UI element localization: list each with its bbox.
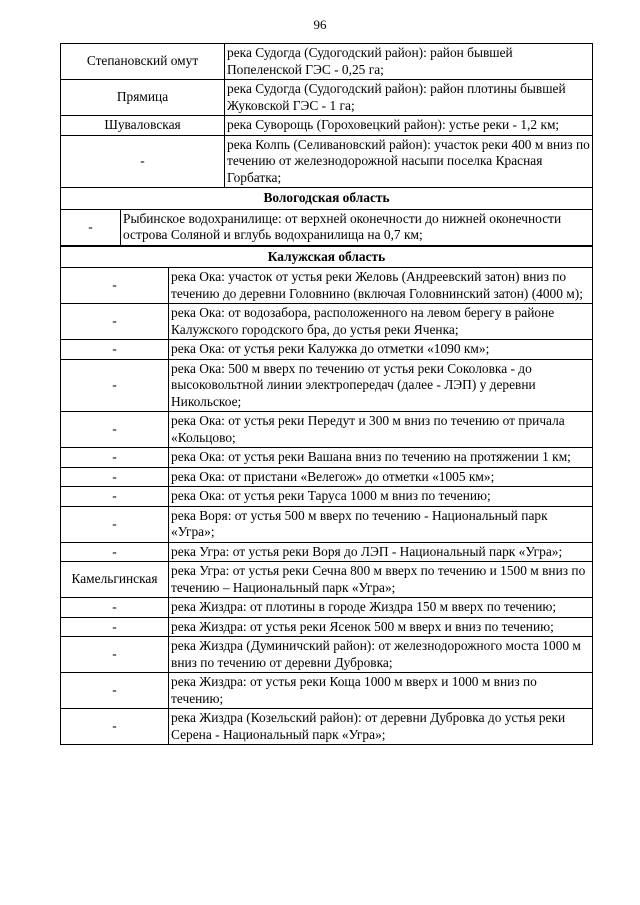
- area-description: река Угра: от устья реки Воря до ЛЭП - Национальный парк «Угра»;: [169, 542, 593, 562]
- table-row: [61, 268, 593, 304]
- area-name: -: [61, 542, 169, 562]
- area-name: -: [61, 673, 169, 709]
- area-description: река Ока: от устья реки Передут и 300 м вниз по течению от причала «Кольцово;: [169, 412, 593, 448]
- table-row: [61, 412, 593, 448]
- table-row: [61, 340, 593, 360]
- area-description: река Жиздра: от устья реки Коща 1000 м вверх и 1000 м вниз по течению;: [169, 673, 593, 709]
- table-row: [61, 506, 593, 542]
- table-row: [61, 562, 593, 598]
- area-name: -: [61, 617, 169, 637]
- area-description: река Жиздра (Козельский район): от деревни Дубровка до устья реки Серена - Национальный парк «Угра»;: [169, 709, 593, 745]
- area-name: -: [61, 487, 169, 507]
- area-description: река Воря: от устья 500 м вверх по течению - Национальный парк «Угра»;: [169, 506, 593, 542]
- table-row: [61, 135, 593, 188]
- area-name: Степановский омут: [61, 44, 225, 80]
- area-name: -: [61, 268, 169, 304]
- area-description: Рыбинское водохранилище: от верхней оконечности до нижней оконечности острова Соляной и вглубь водохранилища на 0,7 км;: [121, 209, 593, 246]
- section-row: [61, 188, 593, 210]
- area-name: Шуваловская: [61, 116, 225, 136]
- table-row: [61, 80, 593, 116]
- area-name: -: [61, 304, 169, 340]
- table-row: [61, 487, 593, 507]
- table-row: [61, 542, 593, 562]
- area-name: -: [61, 340, 169, 360]
- table-row: [61, 617, 593, 637]
- area-description: река Суворощь (Гороховецкий район): устье реки - 1,2 км;: [225, 116, 593, 136]
- area-name: -: [61, 598, 169, 618]
- area-description: река Ока: участок от устья реки Желовь (Андреевский затон) вниз по течению до деревни Головнино (включая Головнинский затон) (4000 м);: [169, 268, 593, 304]
- section-heading-kaluga: Калужская область: [61, 246, 593, 268]
- area-description: река Жиздра: от устья реки Ясенок 500 м вверх и вниз по течению;: [169, 617, 593, 637]
- area-description: река Ока: от пристани «Велегож» до отметки «1005 км»;: [169, 467, 593, 487]
- table-row: [61, 709, 593, 745]
- fishing-areas-table: [60, 43, 593, 745]
- table-row: [61, 304, 593, 340]
- area-name: Прямица: [61, 80, 225, 116]
- area-description: река Жиздра: от плотины в городе Жиздра 150 м вверх по течению;: [169, 598, 593, 618]
- area-description: река Угра: от устья реки Сечна 800 м вверх по течению и 1500 м вниз по течению – Национальный парк «Угра»;: [169, 562, 593, 598]
- area-name: -: [61, 709, 169, 745]
- area-name: -: [61, 637, 169, 673]
- area-description: река Ока: от устья реки Калужка до отметки «1090 км»;: [169, 340, 593, 360]
- area-name: -: [61, 448, 169, 468]
- section-heading-vologda: Вологодская область: [61, 188, 593, 210]
- table-row: [61, 44, 593, 80]
- area-name: -: [61, 412, 169, 448]
- area-name: -: [61, 135, 225, 188]
- area-name: Камельгинская: [61, 562, 169, 598]
- area-description: река Судогда (Судогодский район): район плотины бывшей Жуковской ГЭС - 1 га;: [225, 80, 593, 116]
- area-description: река Ока: от устья реки Вашана вниз по течению на протяжении 1 км;: [169, 448, 593, 468]
- table-row: [61, 467, 593, 487]
- area-description: река Ока: от устья реки Таруса 1000 м вниз по течению;: [169, 487, 593, 507]
- section-row: [61, 246, 593, 268]
- table-row: [61, 209, 593, 246]
- page-number: 96: [313, 17, 327, 32]
- area-name: -: [61, 467, 169, 487]
- table-row: [61, 673, 593, 709]
- area-description: река Ока: от водозабора, расположенного на левом берегу в районе Калужского городского бра, до устья реки Яченка;: [169, 304, 593, 340]
- table-row: [61, 598, 593, 618]
- table-row: [61, 637, 593, 673]
- area-name: -: [61, 359, 169, 412]
- area-description: река Колпь (Селивановский район): участок реки 400 м вниз по течению от железнодорожной насыпи поселка Красная Горбатка;: [225, 135, 593, 188]
- area-description: река Жиздра (Думиничский район): от железнодорожного моста 1000 м вниз по течению от деревни Дубровка;: [169, 637, 593, 673]
- area-name: -: [61, 506, 169, 542]
- area-name: -: [61, 209, 121, 246]
- table-row: [61, 359, 593, 412]
- area-description: река Судогда (Судогодский район): район бывшей Попеленской ГЭС - 0,25 га;: [225, 44, 593, 80]
- table-row: [61, 116, 593, 136]
- table-row: [61, 448, 593, 468]
- area-description: река Ока: 500 м вверх по течению от устья реки Соколовка - до высоковольтной линии электропередач (далее - ЛЭП) у деревни Никольское;: [169, 359, 593, 412]
